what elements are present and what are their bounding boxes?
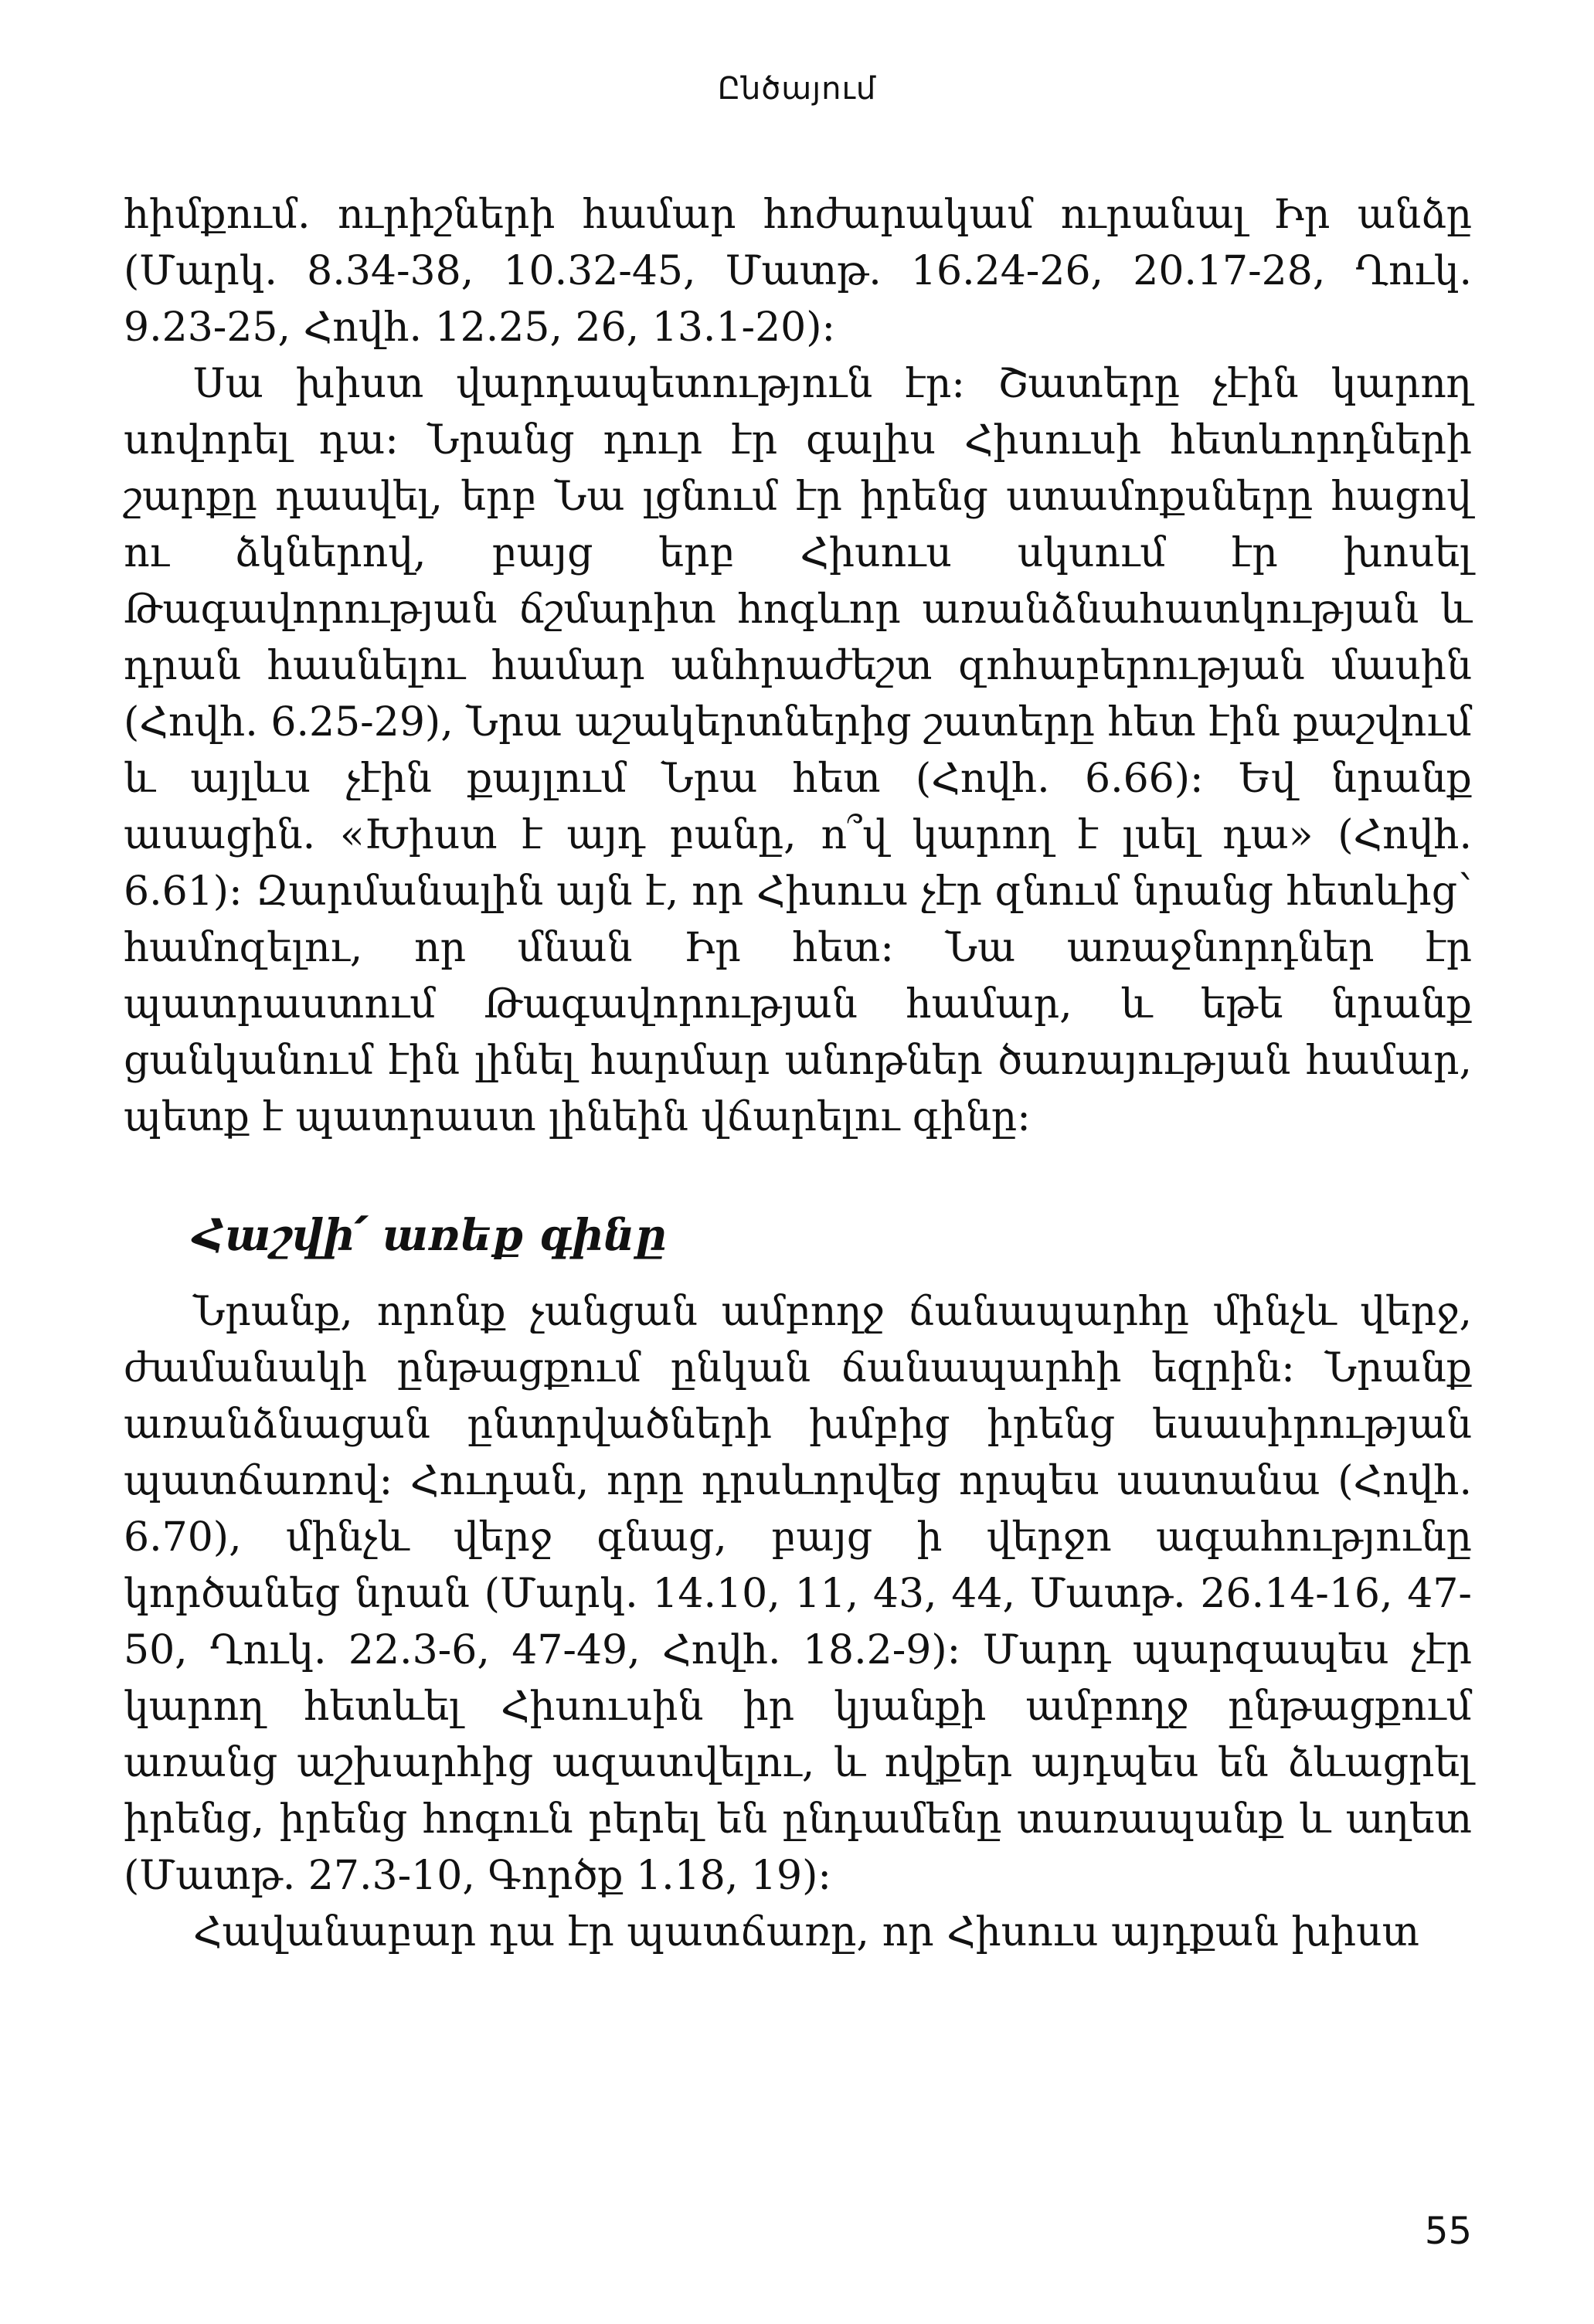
section-heading: Հաշվի՛ առեք գինը bbox=[193, 1210, 667, 1261]
body-text bbox=[124, 187, 1472, 1961]
paragraph: Նրանք, որոնք չանցան ամբողջ ճանապարհը մինչև վերջ, ժամանակի ընթացքում ընկան ճանապարհի եզրին։ Նրանք առանձնացան ընտրվածների խմբից իրենց եսասիրության պատճառով։ Հուդան, որը դրսևորվեց որպես սատանա (Հովհ. 6.70), մինչև վերջ գնաց, բայց ի վերջո ագահությունը կործանեց նրան (Մարկ. 14.10, 11, 43, 44, Մատթ. 26.14-16, 47-50, Ղուկ. 22.3-6, 47-49, Հովհ. 18.2-9)։ Մարդ պարզապես չէր կարող հետևել Հիսուսին իր կյանքի ամբողջ ընթացքում առանց աշխարհից ազատվելու, և ովքեր այդպես են ձևացրել իրենց, իրենց հոգուն բերել են ընդամենը տառապանք և աղետ (Մատթ. 27.3-10, Գործք 1.18, 19)։ bbox=[124, 1289, 1472, 1899]
running-head: Ընծայում bbox=[717, 71, 877, 107]
paragraph-continued: հիմքում. ուրիշների համար հոժարակամ ուրանալ Իր անձը (Մարկ. 8.34-38, 10.32-45, Մատթ. 16.24-26, 20.17-28, Ղուկ. 9.23-25, Հովհ. 12.25, 26, 13.1-20)։ bbox=[124, 192, 1472, 351]
paragraph: Սա խիստ վարդապետություն էր։ Շատերը չէին կարող սովորել դա։ Նրանց դուր էր գալիս Հիսուսի հետևորդների շարքը դասվել, երբ Նա լցնում էր իրենց ստամոքսները հացով ու ձկներով, բայց երբ Հիսուս սկսում էր խոսել Թագավորության ճշմարիտ հոգևոր առանձնահատկության և դրան հասնելու համար անհրաժեշտ զոհաբերության մասին (Հովհ. 6.25-29), Նրա աշակերտներից շատերը հետ էին քաշվում և այլևս չէին քայլում Նրա հետ (Հովհ. 6.66)։ Եվ նրանք ասացին. «Խիստ է այդ բանը, ո՞վ կարող է լսել դա» (Հովհ. 6.61)։ Զարմանալին այն է, որ Հիսուս չէր զնում նրանց հետևից՝ համոզելու, որ մնան Իր հետ։ Նա առաջնորդներ էր պատրաստում Թագավորության համար, և եթե նրանք ցանկանում էին լինել հարմար անոթներ ծառայության համար, պետք է պատրաստ լինեին վճարելու գինը։ bbox=[124, 361, 1472, 1140]
paragraph: Հավանաբար դա էր պատճառը, որ Հիսուս այդքան խիստ bbox=[193, 1909, 1419, 1955]
page-number: 55 bbox=[1424, 2210, 1472, 2253]
